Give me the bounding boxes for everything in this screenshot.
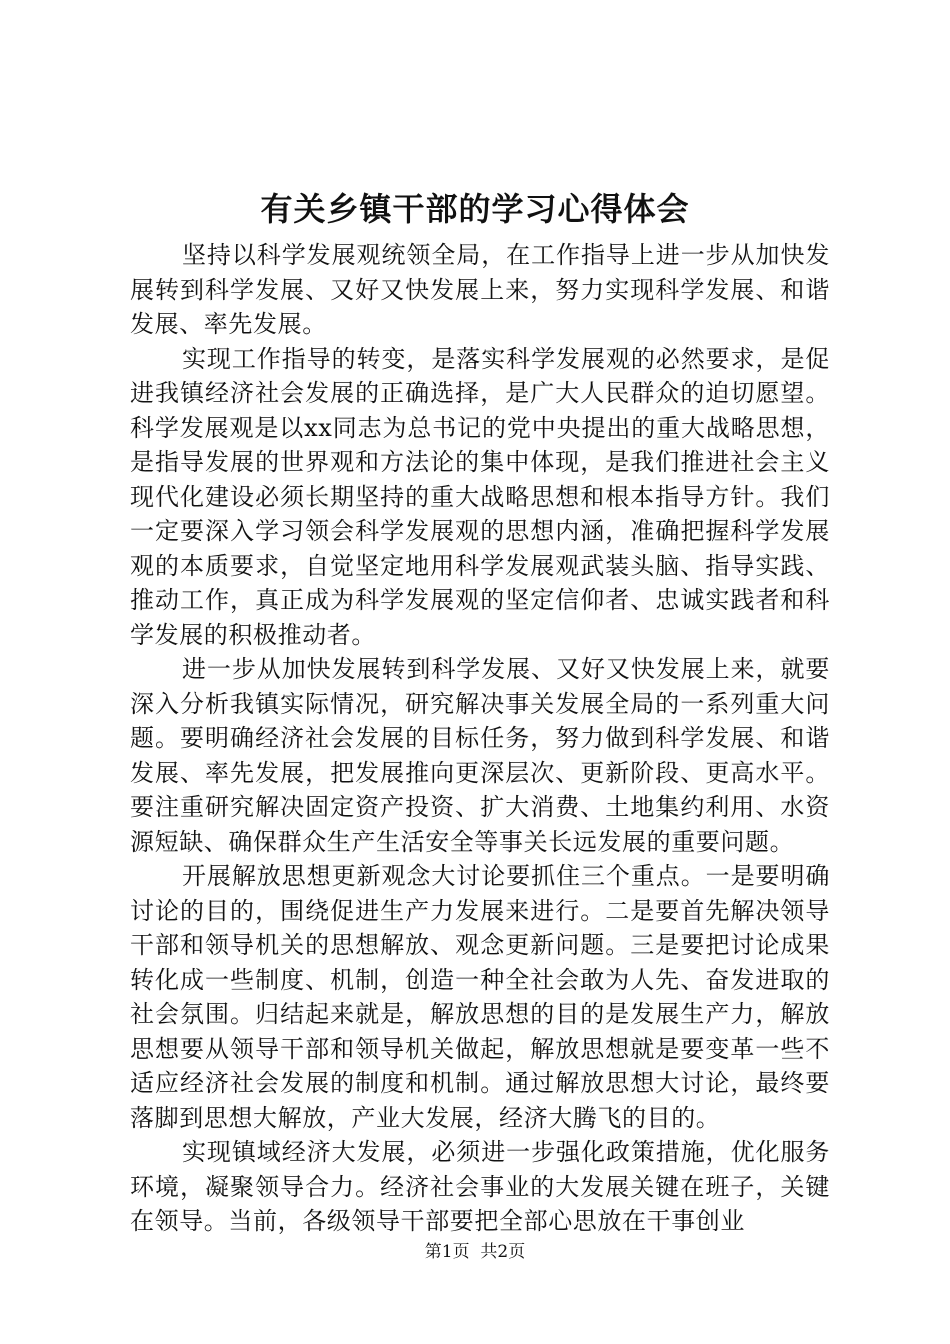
document-title: 有关乡镇干部的学习心得体会 (260, 190, 690, 228)
page-number: 第1页 (424, 1242, 470, 1262)
page-footer (0, 1240, 950, 1264)
paragraph: 坚持以科学发展观统领全局，在工作指导上进一步从加快发展转到科学发展、又好又快发展上来，努力实现科学发展、和谐发展、率先发展。 (130, 241, 830, 338)
document-body (130, 238, 830, 1239)
page-total: 共2页 (480, 1242, 526, 1262)
paragraph: 进一步从加快发展转到科学发展、又好又快发展上来，就要深入分析我镇实际情况，研究解决事关发展全局的一系列重大问题。要明确经济社会发展的目标任务，努力做到科学发展、和谐发展、率先发展，把发展推向更深层次、更新阶段、更高水平。要注重研究解决固定资产投资、扩大消费、土地集约利用、水资源短缺、确保群众生产生活安全等事关长远发展的重要问题。 (130, 655, 830, 856)
paragraph: 开展解放思想更新观念大讨论要抓住三个重点。一是要明确讨论的目的，围绕促进生产力发展来进行。二是要首先解决领导干部和领导机关的思想解放、观念更新问题。三是要把讨论成果转化成一些制度、机制，创造一种全社会敢为人先、奋发进取的社会氛围。归结起来就是，解放思想的目的是发展生产力，解放思想要从领导干部和领导机关做起，解放思想就是要变革一些不适应经济社会发展的制度和机制。通过解放思想大讨论，最终要落脚到思想大解放，产业大发展，经济大腾飞的目的。 (130, 862, 830, 1132)
paragraph: 实现工作指导的转变，是落实科学发展观的必然要求，是促进我镇经济社会发展的正确选择，是广大人民群众的迫切愿望。科学发展观是以xx同志为总书记的党中央提出的重大战略思想，是指导发展的世界观和方法论的集中体现，是我们推进社会主义现代化建设必须长期坚持的重大战略思想和根本指导方针。我们一定要深入学习领会科学发展观的思想内涵，准确把握科学发展观的本质要求，自觉坚定地用科学发展观武装头脑、指导实践、推动工作，真正成为科学发展观的坚定信仰者、忠诚实践者和科学发展的积极推动者。 (130, 344, 830, 649)
paragraph: 实现镇域经济大发展，必须进一步强化政策措施，优化服务环境，凝聚领导合力。经济社会事业的大发展关键在班子，关键在领导。当前，各级领导干部要把全部心思放在干事创业 (130, 1138, 830, 1235)
